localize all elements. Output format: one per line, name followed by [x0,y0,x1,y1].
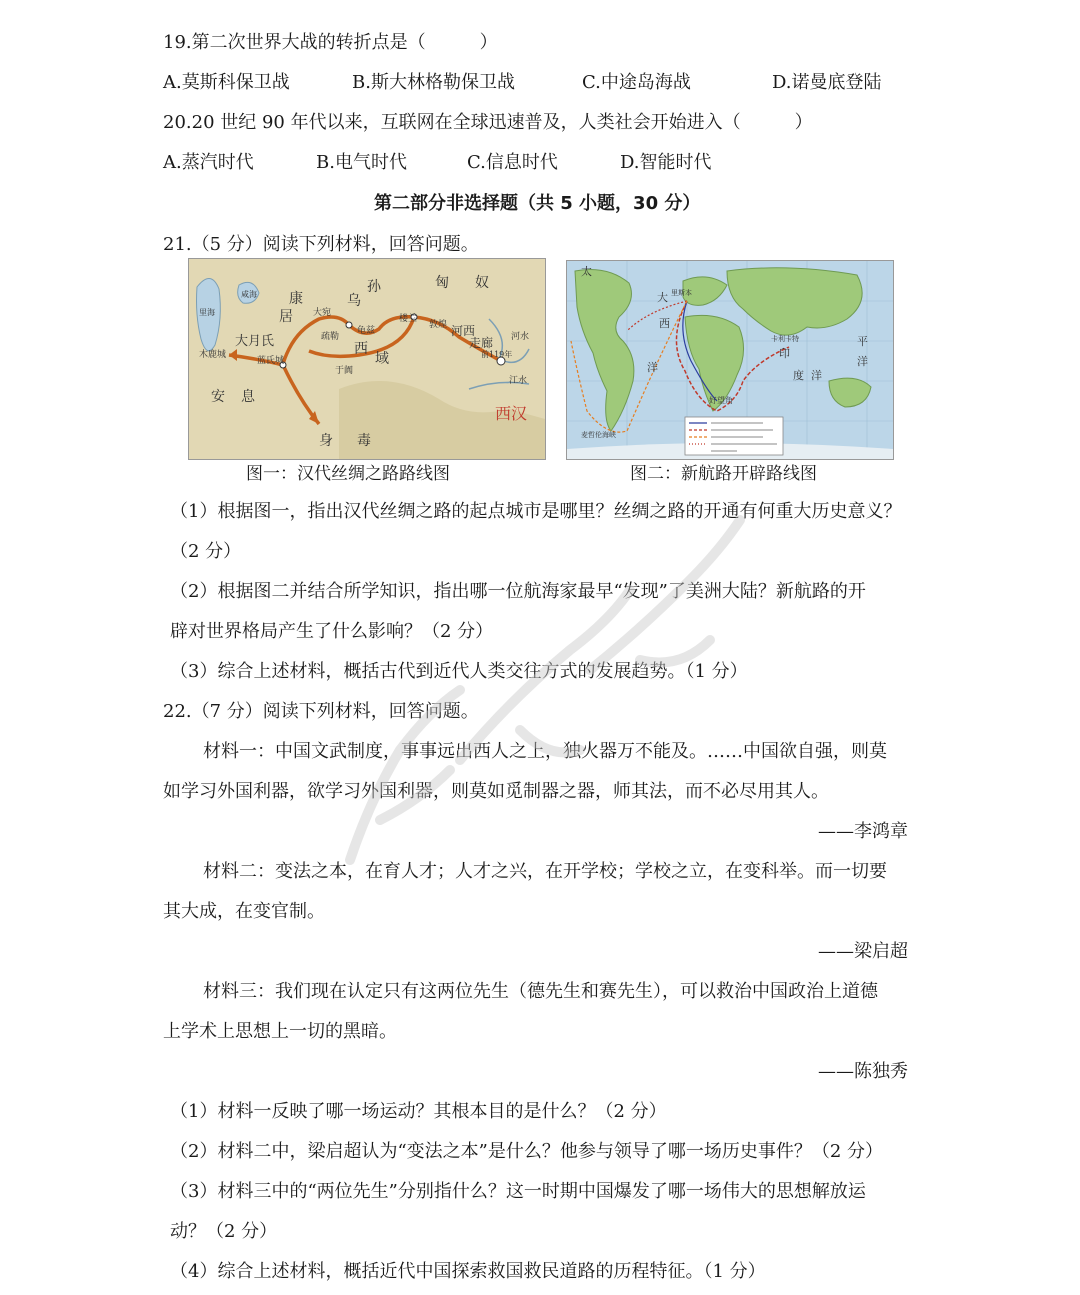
map2-label-xi: 西 [659,317,670,330]
map1-label-xihan: 西汉 [495,404,528,423]
map2-label-yang3: 洋 [857,355,868,368]
map2-label-du: 度 [793,369,804,382]
q20-stem: 20.20 世纪 90 年代以来，互联网在全球迅速普及，人类社会开始进入（ ） [163,112,813,133]
q22-material3-source: ——陈独秀 [818,1061,908,1082]
new-sea-routes-map-drawing [567,261,893,459]
map1-label-xi: 西 [354,341,368,357]
map1-label-yutian: 于阗 [335,366,354,376]
map1-label-year: 前119年 [481,350,513,359]
q22-sub1: （1）材料一反映了哪一场运动？其根本目的是什么？（2 分） [170,1101,667,1122]
map1-label-an: 安 [211,389,225,405]
q21-sub2-line2: 辟对世界格局产生了什么影响？（2 分） [170,621,494,642]
q22-sub4: （4）综合上述材料，概括近代中国探索救国救民道路的历程特征。（1 分） [170,1261,766,1282]
map2-caption: 图二：新航路开辟路线图 [630,464,817,484]
map2-label-cape: 好望角 [709,396,733,405]
q22-material3-line1: 材料三：我们现在认定只有这两位先生（德先生和赛先生），可以救治中国政治上道德 [203,981,878,1002]
map1-label-zoulang: 走廊 [469,336,494,350]
q20-option-b: B.电气时代 [316,152,407,173]
map2-label-lisbon: 里斯本 [671,289,692,297]
map1-label-lanshicheng: 蓝氏城 [257,356,285,366]
map1-label-shen: 身 [319,433,333,449]
q20-option-d: D.智能时代 [620,152,712,173]
q19-option-b: B.斯大林格勒保卫战 [352,72,515,93]
q22-material2-line1: 材料二：变法之本，在育人才；人才之兴，在开学校；学校之立，在变科举。而一切要 [203,861,887,882]
q19-option-a: A.莫斯科保卫战 [163,72,290,93]
map2-label-yang1: 洋 [647,361,658,374]
q21-sub1-line2: （2 分） [170,541,242,562]
map2-label-calicut: 卡利卡特 [771,335,799,343]
q19-option-d: D.诺曼底登陆 [772,72,882,93]
silk-road-map [188,258,546,460]
q22-sub3-line1: （3）材料三中的“两位先生”分别指什么？这一时期中国爆发了哪一场伟大的思想解放运 [170,1181,866,1202]
map1-label-jiangshui: 江水 [509,376,528,386]
q20-option-a: A.蒸汽时代 [163,152,254,173]
silk-road-map-drawing [189,259,545,459]
map2-label-yang2: 洋 [811,369,822,382]
map1-label-dawan: 大宛 [313,308,332,318]
q21-stem: 21.（5 分）阅读下列材料，回答问题。 [163,234,479,255]
q21-sub2-line1: （2）根据图二并结合所学知识，指出哪一位航海家最早“发现”了美洲大陆？新航路的开 [170,581,866,602]
map2-label-da: 大 [657,291,668,304]
map1-label-nu: 奴 [475,275,489,291]
map1-label-ju: 居 [279,309,293,325]
map2-label-yin: 印 [779,347,790,360]
map1-label-yu: 域 [375,351,389,367]
map1-label-mulucheng: 木鹿城 [199,350,227,360]
q22-material2-source: ——梁启超 [818,941,908,962]
map1-caption: 图一：汉代丝绸之路路线图 [246,464,450,484]
map1-label-wu: 乌 [347,293,361,309]
watermark [310,500,770,880]
map1-label-dayuezhi: 大月氏 [235,334,275,349]
map1-label-lihai: 里海 [199,308,215,317]
q22-material1-line1: 材料一：中国文武制度，事事远出西人之上，独火器万不能及。……中国欲自强，则莫 [203,741,887,762]
q21-sub1-line1: （1）根据图一，指出汉代丝绸之路的起点城市是哪里？丝绸之路的开通有何重大历史意义？ [170,501,902,522]
q22-stem: 22.（7 分）阅读下列材料，回答问题。 [163,701,479,722]
map1-label-xianhai: 咸海 [241,290,257,299]
map1-label-hexi: 河西 [451,324,476,338]
section-title: 第二部分非选择题（共 5 小题，30 分） [374,193,701,214]
q22-material1-line2: 如学习外国利器，欲学习外国利器，则莫如觅制器之器，师其法，而不必尽用其人。 [163,781,829,802]
q22-material2-line2: 其大成，在变官制。 [163,901,325,922]
q21-sub3: （3）综合上述材料，概括古代到近代人类交往方式的发展趋势。（1 分） [170,661,748,682]
q22-material3-line2: 上学术上思想上一切的黑暗。 [163,1021,397,1042]
map1-label-kang: 康 [289,291,303,307]
map1-label-shule: 疏勒 [321,332,340,342]
q22-sub2: （2）材料二中，梁启超认为“变法之本”是什么？他参与领导了哪一场历史事件？（2 分） [170,1141,884,1162]
map1-label-xiong: 匈 [435,275,449,291]
q22-sub3-line2: 动？（2 分） [170,1221,278,1242]
q19-option-c: C.中途岛海战 [582,72,691,93]
map1-label-du: 毒 [357,433,371,449]
new-sea-routes-map [566,260,894,460]
q22-material1-source: ——李鸿章 [818,821,908,842]
map2-label-magellan: 麦哲伦海峡 [581,431,616,439]
map1-label-sun: 孙 [367,279,381,295]
map1-label-dunhuang: 敦煌 [429,320,448,330]
q20-option-c: C.信息时代 [467,152,558,173]
map1-label-heshui: 河水 [511,332,530,342]
q19-stem: 19.第二次世界大战的转折点是（ ） [163,32,498,53]
map2-label-ping: 平 [857,335,868,348]
map1-label-xi-anxi: 息 [241,389,255,405]
map1-label-qiuci: 龟兹 [357,326,376,336]
map2-label-tai: 太 [581,265,592,278]
map1-label-loulan: 楼兰 [399,314,418,324]
